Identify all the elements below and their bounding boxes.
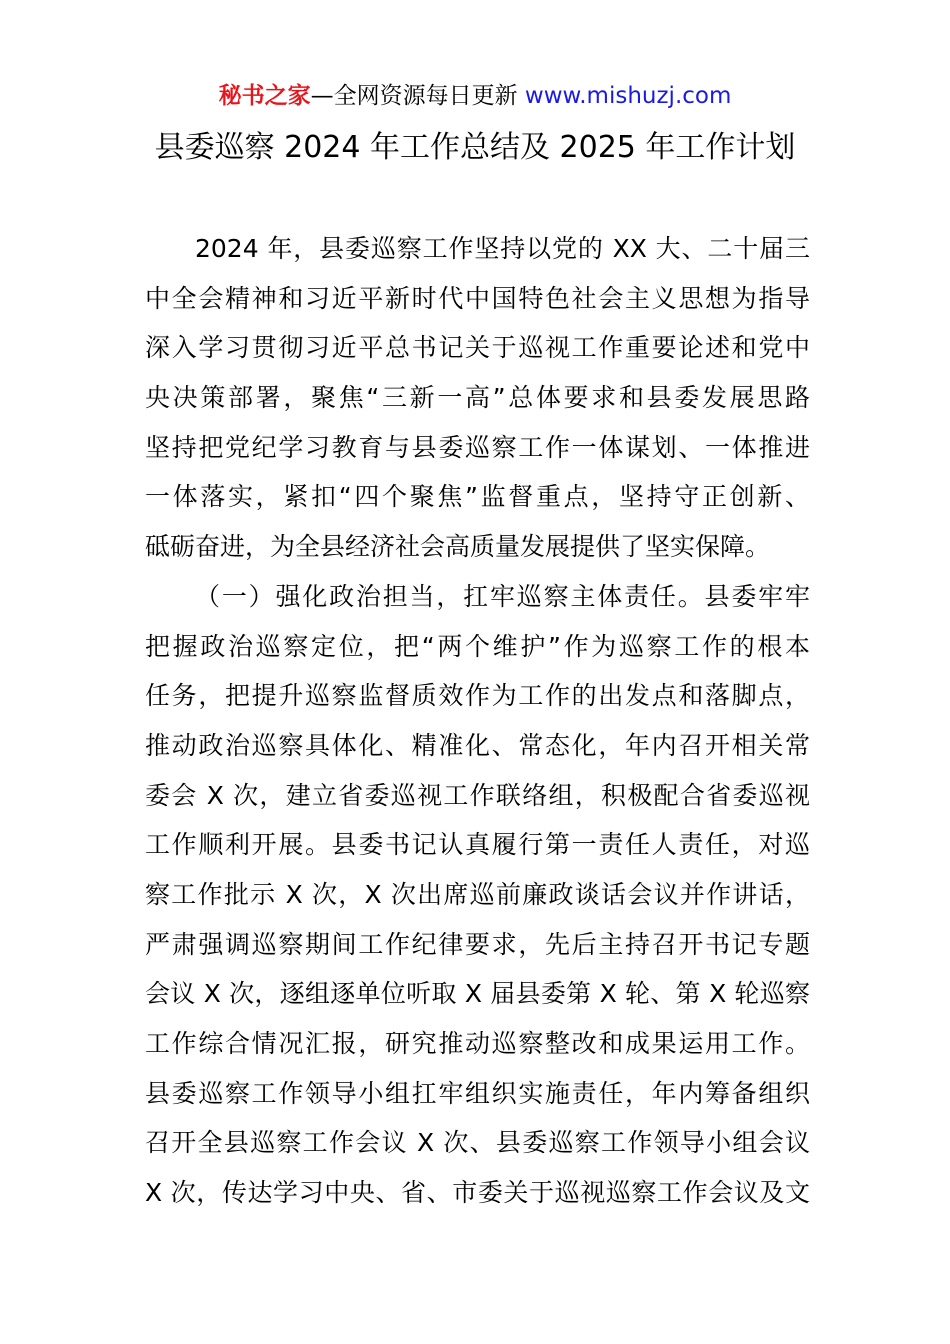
body-line: 中全会精神和习近平新时代中国特色社会主义思想为指导 xyxy=(145,283,810,313)
body-line: 工作综合情况汇报，研究推动巡察整改和成果运用工作。 xyxy=(145,1029,810,1058)
body-line: 把握政治巡察定位，把“两个维护”作为巡察工作的根本 xyxy=(145,631,810,661)
body-line: 坚持把党纪学习教育与县委巡察工作一体谋划、一体推进 xyxy=(145,432,810,462)
body-line: 深入学习贯彻习近平总书记关于巡视工作重要论述和党中 xyxy=(145,333,810,363)
body-line: 工作顺利开展。县委书记认真履行第一责任人责任，对巡 xyxy=(145,830,810,860)
body-line: 严肃强调巡察期间工作纪律要求，先后主持召开书记专题 xyxy=(145,929,810,959)
body-line: 会议 X 次，逐组逐单位听取 X 届县委第 X 轮、第 X 轮巡察 xyxy=(145,979,810,1009)
body-line: （一）强化政治担当，扛牢巡察主体责任。县委牢牢 xyxy=(195,581,810,611)
site-brand: 秘书之家 xyxy=(218,83,311,109)
site-tagline: —全网资源每日更新 xyxy=(310,83,525,109)
body-line: 央决策部署，聚焦“三新一高”总体要求和县委发展思路 xyxy=(145,383,810,413)
body-line: 一体落实，紧扣“四个聚焦”监督重点，坚持守正创新、 xyxy=(145,482,810,512)
body-line: 召开全县巡察工作会议 X 次、县委巡察工作领导小组会议 xyxy=(145,1128,810,1158)
body-line: 推动政治巡察具体化、精准化、常态化，年内召开相关常 xyxy=(145,730,810,760)
body-line: 2024 年，县委巡察工作坚持以党的 XX 大、二十届三 xyxy=(195,234,810,263)
body-line: X 次，传达学习中央、省、市委关于巡视巡察工作会议及文 xyxy=(145,1178,810,1208)
body-line: 县委巡察工作领导小组扛牢组织实施责任，年内筹备组织 xyxy=(145,1078,810,1108)
body-line: 委会 X 次，建立省委巡视工作联络组，积极配合省委巡视 xyxy=(145,780,810,810)
body-line: 任务，把提升巡察监督质效作为工作的出发点和落脚点， xyxy=(145,681,810,711)
body-line: 察工作批示 X 次，X 次出席巡前廉政谈话会议并作讲话， xyxy=(145,879,810,909)
body-line: 砥砺奋进，为全县经济社会高质量发展提供了坚实保障。 xyxy=(145,532,771,562)
site-url-link[interactable]: www.mishuzj.com xyxy=(524,83,732,109)
document-title: 县委巡察 2024 年工作总结及 2025 年工作计划 xyxy=(154,130,796,165)
document-body xyxy=(145,224,810,1218)
site-banner xyxy=(0,80,950,112)
